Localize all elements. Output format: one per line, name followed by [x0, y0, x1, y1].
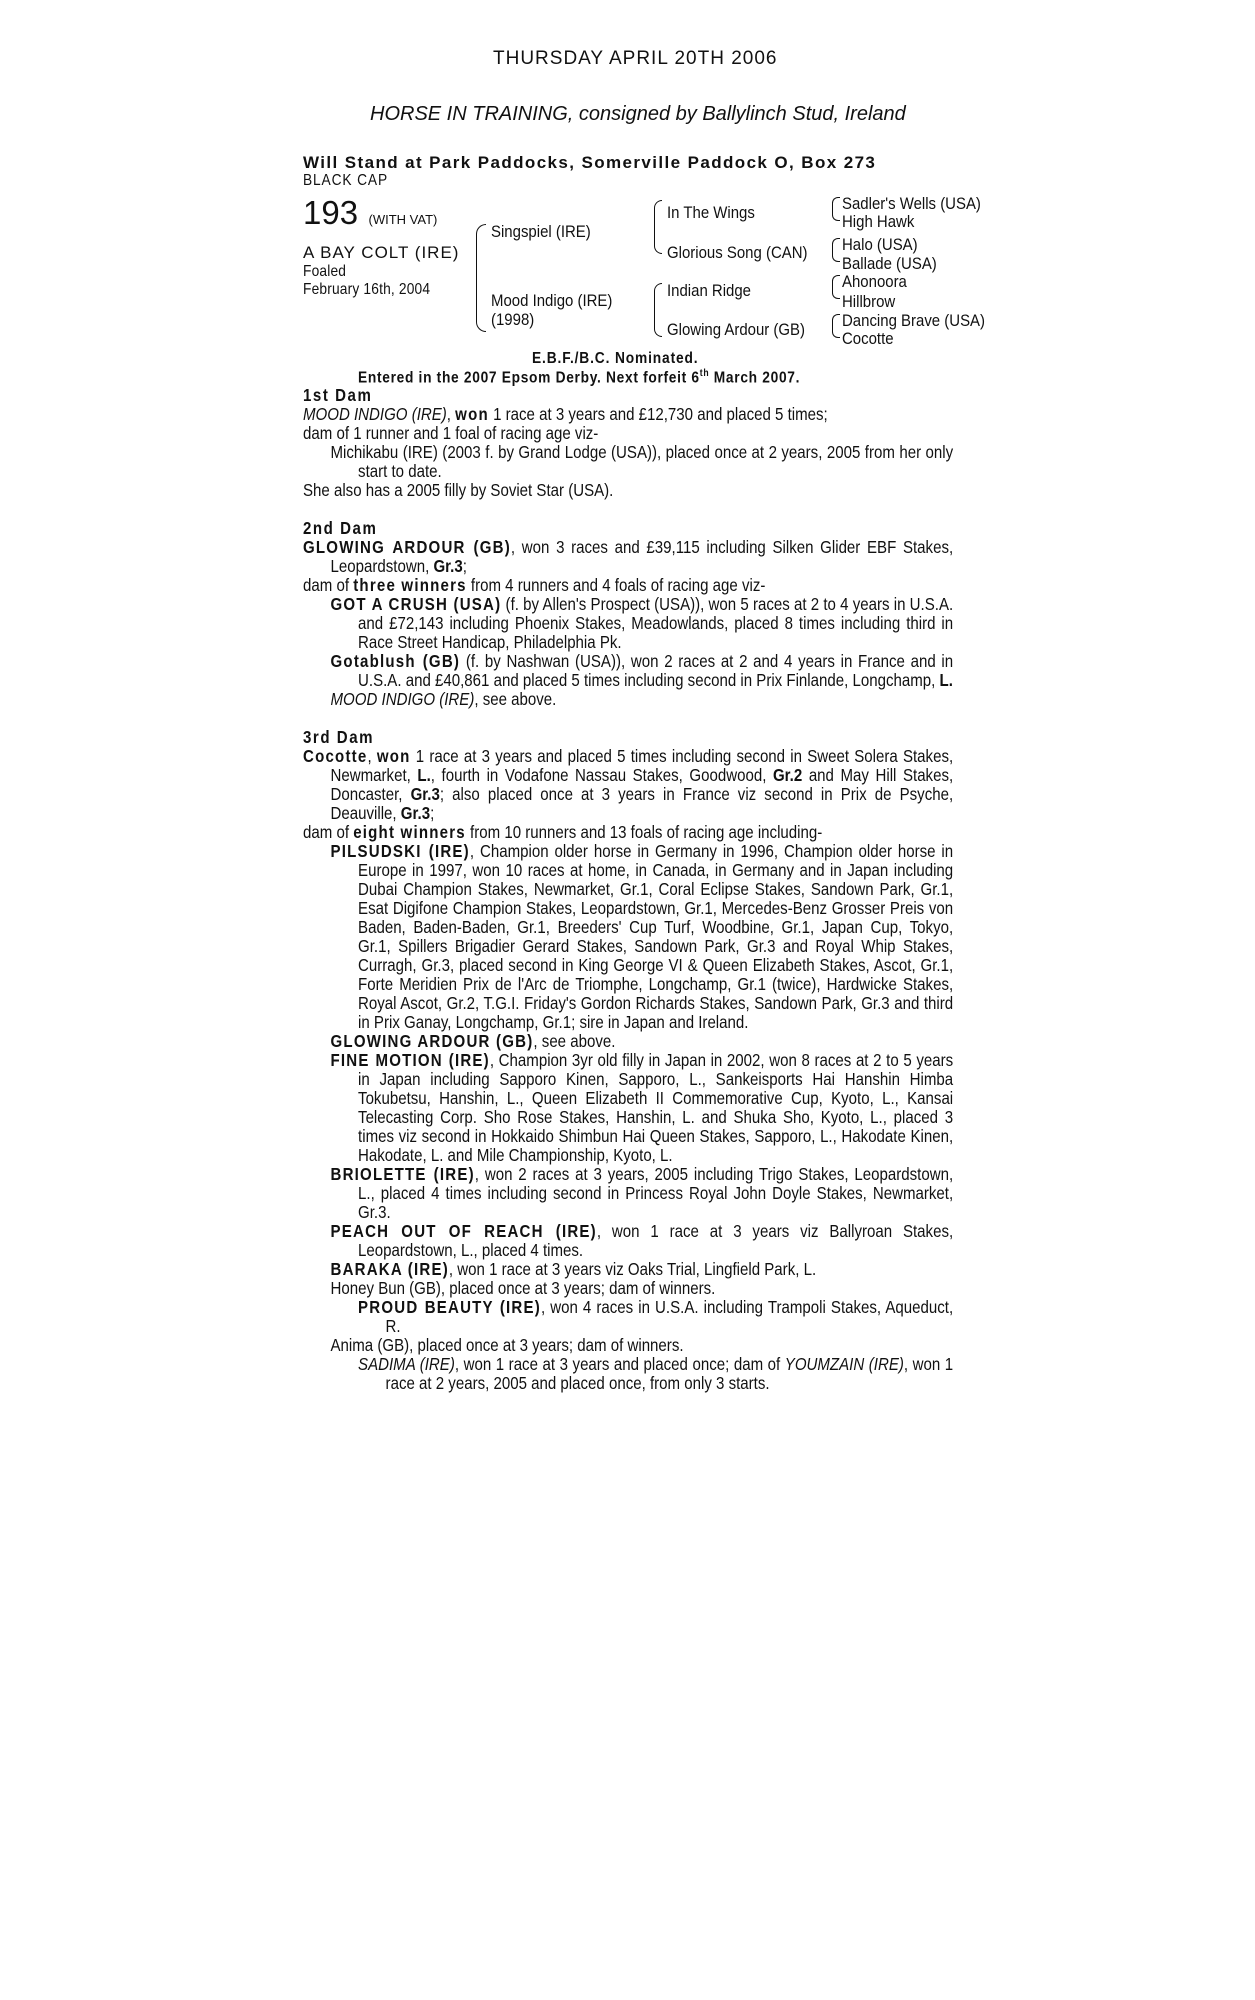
- third-dam-heading: 3rd Dam: [303, 727, 375, 747]
- produce-gotablush: Gotablush (GB) (f. by Nashwan (USA)), won 2 races at 2 and 4 years in France and in U.S.A. and £40,861 and placed 5 times including second in Prix Finlande, Longchamp, L.: [330, 651, 954, 690]
- pedigree-brace-ss: [832, 197, 840, 221]
- third-dam-record: Cocotte, won 1 race at 3 years and placed 5 times including second in Sweet Solera Stakes, Newmarket, L., fourth in Vodafone Nassau Stakes, Goodwood, Gr.2 and May Hill Stakes, Doncaster, Gr.3; also placed once at 3 years in France viz second in Prix de Psyche, Deauville, Gr.3;: [303, 746, 954, 823]
- pedigree-sss: Sadler's Wells (USA): [842, 194, 981, 213]
- produce-fine-motion: FINE MOTION (IRE), Champion 3yr old filly in Japan in 2002, won 8 races at 2 to 5 years in Japan including Sapporo Kinen, Sapporo, L., Sankeisports Hai Hanshin Himba Tokubetsu, Hanshin, L., Queen Elizabeth II Commemorative Cup, Kyoto, L., Kansai Telecasting Corp. Sho Rose Stakes, Hanshin, L. and Shuka Sho, Kyoto, L., placed 3 times viz second in Hokkaido Shimbun Hai Queen Stakes, Sapporo, L., Hakodate Kinen, Hakodate, L. and Mile Championship, Kyoto, L.: [330, 1050, 954, 1165]
- derby-entry: Entered in the 2007 Epsom Derby. Next forfeit 6th March 2007.: [358, 368, 801, 387]
- third-dam-produce: dam of eight winners from 10 runners and 13 foals of racing age including-: [303, 822, 823, 842]
- pedigree-narrative: [303, 386, 1059, 1393]
- pedigree-dam-dam: Glowing Ardour (GB): [667, 320, 806, 339]
- foaled-date: February 16th, 2004: [303, 281, 431, 298]
- pedigree-brace-ds: [832, 275, 840, 299]
- pedigree-dsd: Hillbrow: [842, 292, 896, 311]
- ebf-nomination: E.B.F./B.C. Nominated.: [532, 350, 699, 367]
- pedigree-dam-year: (1998): [491, 310, 535, 329]
- pedigree-sdd: Ballade (USA): [842, 254, 937, 273]
- second-dam-produce: dam of three winners from 4 runners and 4 foals of racing age viz-: [303, 575, 766, 595]
- second-dam-record: GLOWING ARDOUR (GB), won 3 races and £39,115 including Silken Glider EBF Stakes, Leopardstown, Gr.3;: [303, 537, 954, 576]
- pedigree-sire-dam: Glorious Song (CAN): [667, 243, 808, 262]
- second-dam-heading: 2nd Dam: [303, 518, 378, 538]
- first-dam-note: She also has a 2005 filly by Soviet Star (USA).: [303, 480, 614, 500]
- pedigree-brace-sire: [654, 200, 662, 254]
- pedigree-brace-dd: [832, 314, 840, 338]
- produce-peach-out-of-reach: PEACH OUT OF REACH (IRE), won 1 race at 3 years viz Ballyroan Stakes, Leopardstown, L., placed 4 times.: [330, 1221, 954, 1260]
- produce-baraka: BARAKA (IRE), won 1 race at 3 years viz Oaks Trial, Lingfield Park, L.: [330, 1259, 817, 1279]
- pedigree-brace-dam: [654, 283, 662, 337]
- produce-anima: Anima (GB), placed once at 3 years; dam of winners.: [330, 1335, 684, 1355]
- pedigree-sire-sire: In The Wings: [667, 203, 755, 222]
- consignment-line: HORSE IN TRAINING, consigned by Ballylinch Stud, Ireland: [370, 103, 906, 125]
- produce-mood-indigo: MOOD INDIGO (IRE), see above.: [330, 689, 557, 709]
- pedigree-brace-main: [476, 224, 486, 332]
- colour-line: BLACK CAP: [303, 172, 388, 189]
- produce-briolette: BRIOLETTE (IRE), won 2 races at 3 years, 2005 including Trigo Stakes, Leopardstown, L., placed 4 times including second in Princess Royal John Doyle Stakes, Newmarket, Gr.3.: [330, 1164, 954, 1222]
- first-dam-produce: dam of 1 runner and 1 foal of racing age viz-: [303, 423, 599, 443]
- first-dam-record: MOOD INDIGO (IRE), won 1 race at 3 years and £12,730 and placed 5 times;: [303, 404, 828, 424]
- pedigree-sire: Singspiel (IRE): [491, 222, 591, 241]
- venue-line: Will Stand at Park Paddocks, Somerville Paddock O, Box 273: [303, 153, 877, 172]
- horse-description: A BAY COLT (IRE): [303, 243, 460, 262]
- pedigree-brace-sd: [832, 238, 840, 262]
- produce-glowing-ardour: GLOWING ARDOUR (GB), see above.: [330, 1031, 616, 1051]
- produce-honey-bun: Honey Bun (GB), placed once at 3 years; dam of winners.: [330, 1278, 716, 1298]
- produce-sadima: SADIMA (IRE), won 1 race at 3 years and placed once; dam of YOUMZAIN (IRE), won 1 race at 2 years, 2005 and placed once, from only 3 starts.: [358, 1354, 954, 1393]
- foaled-label: Foaled: [303, 263, 347, 280]
- produce-got-a-crush: GOT A CRUSH (USA) (f. by Allen's Prospect (USA)), won 5 races at 2 to 4 years in U.S.A. and £72,143 including Phoenix Stakes, Meadowlands, placed 8 times including third in Race Street Handicap, Philadelphia Pk.: [330, 594, 954, 652]
- pedigree-dss: Ahonoora: [842, 272, 907, 291]
- pedigree-dam: Mood Indigo (IRE): [491, 291, 613, 310]
- produce-proud-beauty: PROUD BEAUTY (IRE), won 4 races in U.S.A. including Trampoli Stakes, Aqueduct, R.: [358, 1297, 954, 1336]
- pedigree-dam-sire: Indian Ridge: [667, 281, 752, 300]
- with-vat-label: (WITH VAT): [368, 212, 438, 227]
- produce-michikabu: Michikabu (IRE) (2003 f. by Grand Lodge (USA)), placed once at 2 years, 2005 from her only start to date.: [330, 442, 954, 481]
- first-dam-heading: 1st Dam: [303, 385, 373, 405]
- lot-number: 193: [303, 194, 359, 231]
- pedigree-ssd: High Hawk: [842, 212, 915, 231]
- lot-block: [303, 194, 437, 232]
- sale-date: THURSDAY APRIL 20TH 2006: [493, 48, 778, 69]
- pedigree-sds: Halo (USA): [842, 235, 918, 254]
- produce-pilsudski: PILSUDSKI (IRE), Champion older horse in Germany in 1996, Champion older horse in Europe in 1997, won 10 races at home, in Canada, in Germany and in Japan including Dubai Champion Stakes, Newmarket, Gr.1, Coral Eclipse Stakes, Sandown Park, Gr.1, Esat Digifone Champion Stakes, Leopardstown, Gr.1, Mercedes-Benz Grosser Preis von Baden, Baden-Baden, Gr.1, Breeders' Cup Turf, Woodbine, Gr.1, Japan Cup, Tokyo, Gr.1, Spillers Brigadier Gerard Stakes, Sandown Park, Gr.3 and Royal Whip Stakes, Curragh, Gr.3, placed second in King George VI & Queen Elizabeth Stakes, Ascot, Gr.1, Forte Meridien Prix de l'Arc de Triomphe, Longchamp, Gr.1 (twice), Hardwicke Stakes, Royal Ascot, Gr.2, T.G.I. Friday's Gordon Richards Stakes, Sandown Park, Gr.3 and third in Prix Ganay, Longchamp, Gr.1; sire in Japan and Ireland.: [330, 841, 954, 1032]
- pedigree-ddd: Cocotte: [842, 329, 894, 348]
- pedigree-dds: Dancing Brave (USA): [842, 311, 986, 330]
